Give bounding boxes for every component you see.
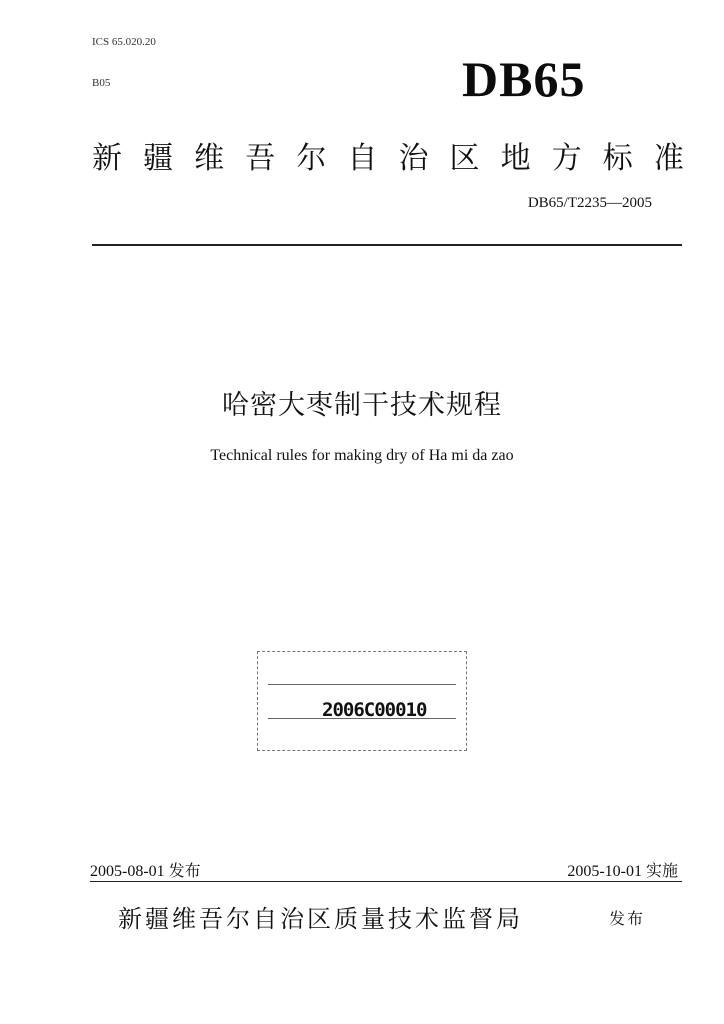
stamp-code: 2006C00010 — [322, 699, 427, 721]
implementation-date: 2005-10-01 实施 — [567, 863, 678, 880]
title-char: 准 — [653, 141, 684, 176]
title-char: 地 — [500, 141, 531, 176]
title-char: 维 — [194, 141, 225, 176]
standard-number: DB65/T2235—2005 — [527, 195, 652, 211]
document-title-en: Technical rules for making dry of Ha mi da zao — [210, 447, 514, 464]
title-char: 吾 — [245, 141, 276, 176]
title-char: 尔 — [296, 141, 327, 176]
standard-category-title — [92, 133, 684, 177]
stamp-line — [268, 684, 456, 685]
title-char: 新 — [92, 141, 122, 176]
header-divider — [92, 244, 682, 246]
classification-code: B05 — [92, 77, 111, 89]
title-char: 自 — [347, 141, 378, 176]
issuing-authority: 新疆维吾尔自治区质量技术监督局 — [118, 905, 523, 933]
footer-divider — [90, 881, 682, 882]
issue-date: 2005-08-01 发布 — [90, 863, 201, 880]
issue-label: 发布 — [609, 909, 646, 928]
title-char: 疆 — [143, 141, 174, 176]
title-char: 方 — [551, 141, 582, 176]
db-logo: DB65 — [462, 51, 586, 107]
title-char: 区 — [449, 141, 480, 176]
document-title-cn: 哈密大枣制干技术规程 — [222, 390, 502, 421]
title-char: 治 — [398, 141, 429, 176]
title-char: 标 — [602, 141, 633, 176]
ics-code: ICS 65.020.20 — [92, 36, 156, 48]
